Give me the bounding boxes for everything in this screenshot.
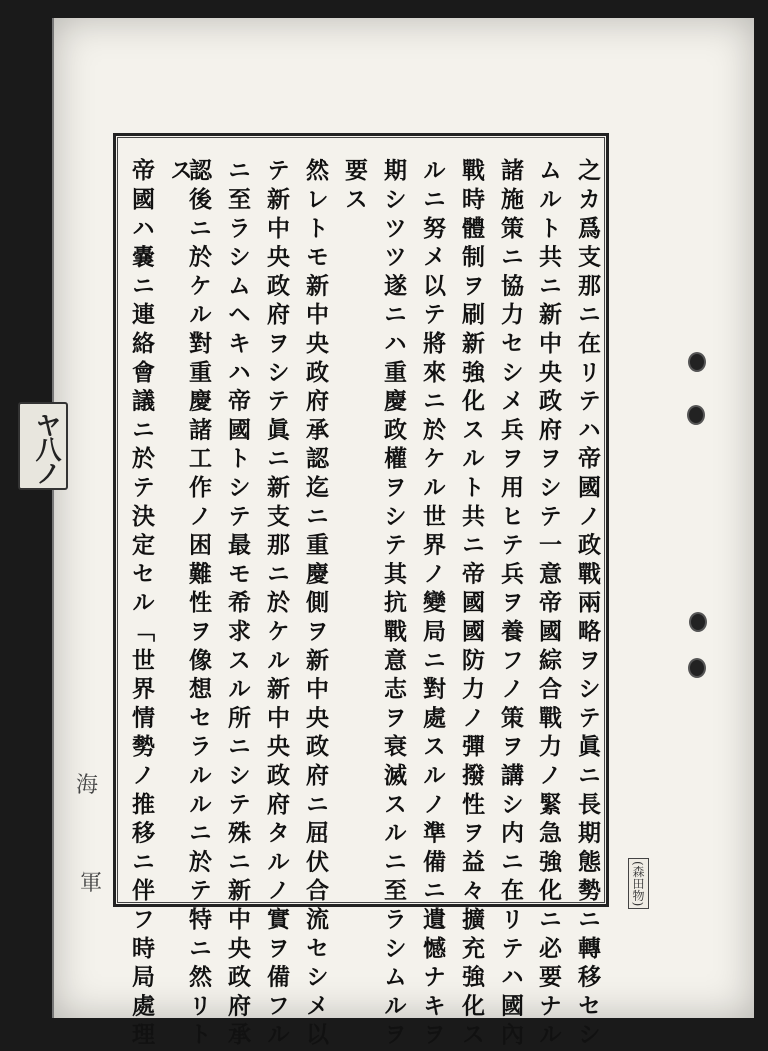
text-column: 諸施策ニ協力セシメ兵ヲ用ヒテ兵ヲ養フノ策ヲ講シ内ニ在リテハ國內: [497, 158, 524, 1051]
binding-hole: [688, 352, 706, 372]
text-column: ス: [166, 158, 193, 187]
binding-hole: [689, 612, 707, 632]
margin-char: 海: [76, 773, 99, 798]
text-column: 認後ニ於ケル對重慶諸工作ノ困難性ヲ像想セラルルニ於テ特ニ然リト: [185, 158, 212, 1051]
binding-hole: [688, 658, 706, 678]
text-column: テ新中央政府ヲシテ眞ニ新支那ニ於ケル新中央政府タルノ實ヲ備フル: [263, 158, 290, 1051]
text-column: 要ス: [341, 158, 368, 216]
text-column: ムルト共ニ新中央政府ヲシテ一意帝國綜合戰力ノ緊急強化ニ必要ナル: [535, 158, 562, 1051]
text-column: 之カ爲支那ニ在リテハ帝國ノ政戰兩略ヲシテ眞ニ長期態勢ニ轉移セシ: [574, 158, 601, 1051]
index-tab: [18, 402, 68, 490]
text-column: ニ至ラシムヘキハ帝國トシテ最モ希求スル所ニシテ殊ニ新中央政府承: [224, 158, 251, 1051]
text-column: ルニ努メ以テ將來ニ於ケル世界ノ變局ニ對處スルノ準備ニ遺憾ナキヲ: [419, 158, 446, 1051]
text-column: 戰時體制ヲ刷新強化スルト共ニ帝國國防力ノ彈撥性ヲ益々擴充強化ス: [458, 158, 485, 1051]
text-column: 期シツツ遂ニハ重慶政權ヲシテ其抗戰意志ヲ衰滅スルニ至ラシムルヲ: [380, 158, 407, 1051]
text-column: 然レトモ新中央政府承認迄ニ重慶側ヲ新中央政府ニ屈伏合流セシメ以: [302, 158, 329, 1051]
text-column: 帝國ハ嚢ニ連絡會議ニ於テ決定セル「世界情勢ノ推移ニ伴フ時局處理: [128, 158, 155, 1051]
margin-char: 軍: [80, 871, 103, 896]
stamp: (森田物): [628, 858, 649, 909]
index-tab-label: ヤ八ノ: [31, 412, 61, 484]
binding-hole: [687, 405, 705, 425]
